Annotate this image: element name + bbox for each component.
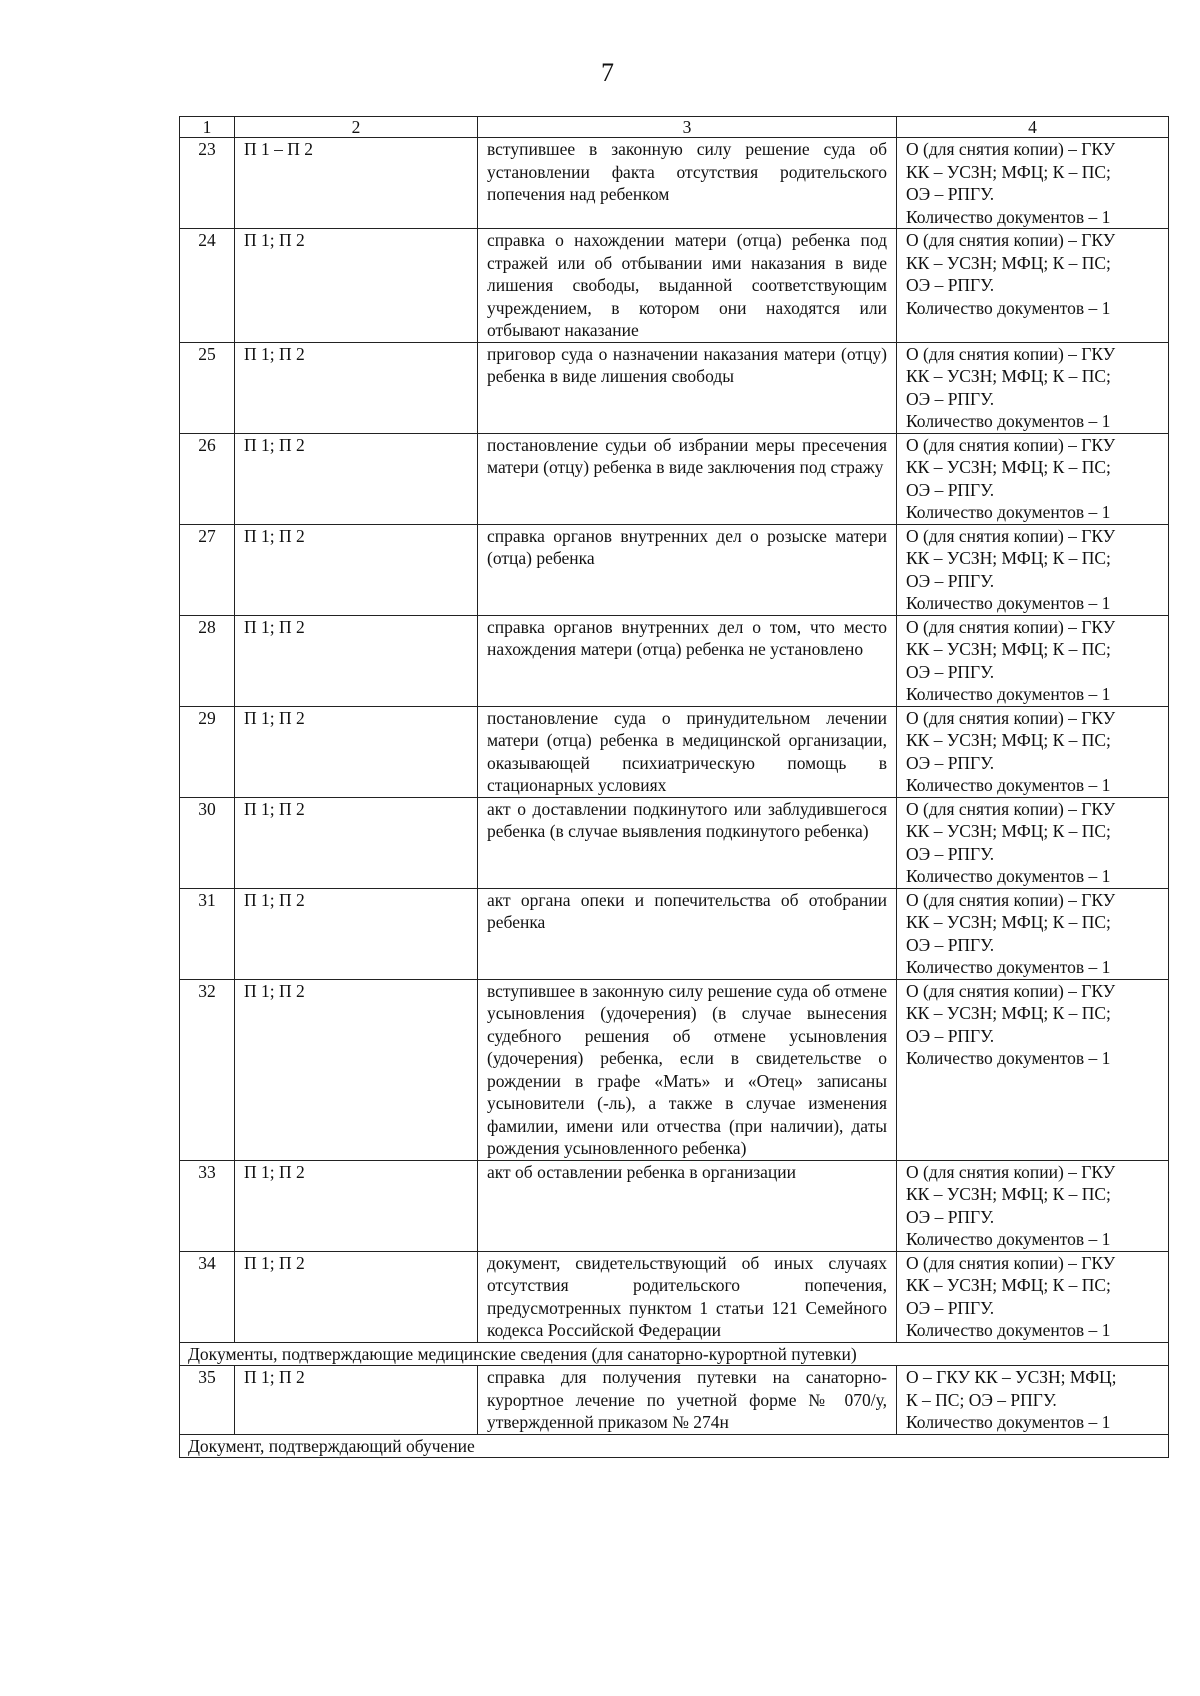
row-number: 26 [180, 433, 235, 524]
row-number: 32 [180, 979, 235, 1160]
source-line: ОЭ – РПГУ. [906, 570, 995, 591]
source-line: КК – УСЗН; МФЦ; К – ПС; [906, 1275, 1111, 1295]
row-description: приговор суда о назначении наказания матери (отцу) ребенка в виде лишения свободы [478, 342, 897, 433]
source-line: ОЭ – РПГУ. [906, 1025, 995, 1046]
row-number: 27 [180, 524, 235, 615]
source-line: ОЭ – РПГУ. [906, 661, 995, 682]
source-line: О (для снятия копии) – ГКУ [906, 616, 1116, 637]
source-line: КК – УСЗН; МФЦ; К – ПС; [906, 1184, 1111, 1204]
table-row [180, 615, 1169, 706]
row-number: 24 [180, 229, 235, 343]
table-row [180, 1251, 1169, 1342]
row-description: документ, свидетельствующий об иных случаях отсутствия родительского попечения, предусмотренных пунктом 1 статьи 121 Семейного кодекса Российской Федерации [478, 1251, 897, 1342]
row-number: 31 [180, 888, 235, 979]
table-header-row [180, 117, 1169, 138]
section-heading-row [180, 1434, 1169, 1458]
row-source [897, 1160, 1169, 1251]
source-line: КК – УСЗН; МФЦ; К – ПС; [906, 821, 1111, 841]
source-line: ОЭ – РПГУ. [906, 275, 995, 295]
row-description: справка для получения путевки на санаторно-курортное лечение по учетной форме № 070/у, утвержденной приказом № 274н [478, 1366, 897, 1435]
table-row [180, 342, 1169, 433]
source-line: Количество документов – 1 [906, 775, 1111, 795]
source-line: О – ГКУ КК – УСЗН; МФЦ; [906, 1367, 1117, 1387]
row-number: 29 [180, 706, 235, 797]
table-row [180, 229, 1169, 343]
source-line: О (для снятия копии) – ГКУ [906, 1161, 1116, 1182]
row-number: 23 [180, 138, 235, 229]
row-description: справка органов внутренних дел о том, что место нахождения матери (отца) ребенка не установлено [478, 615, 897, 706]
row-source [897, 524, 1169, 615]
source-line: О (для снятия копии) – ГКУ [906, 139, 1116, 159]
row-description: справка органов внутренних дел о розыске матери (отца) ребенка [478, 524, 897, 615]
source-line: О (для снятия копии) – ГКУ [906, 343, 1116, 364]
source-line: О (для снятия копии) – ГКУ [906, 525, 1116, 546]
row-source [897, 797, 1169, 888]
source-line: КК – УСЗН; МФЦ; К – ПС; [906, 912, 1111, 932]
source-line: ОЭ – РПГУ. [906, 479, 995, 500]
source-line: Количество документов – 1 [906, 957, 1111, 977]
source-line: ОЭ – РПГУ. [906, 1206, 995, 1227]
documents-table [179, 116, 1169, 1458]
source-line: Количество документов – 1 [906, 1320, 1111, 1340]
row-source [897, 706, 1169, 797]
source-line: Количество документов – 1 [906, 593, 1111, 613]
source-line: Количество документов – 1 [906, 866, 1111, 886]
table-row [180, 888, 1169, 979]
table-row [180, 433, 1169, 524]
source-line: О (для снятия копии) – ГКУ [906, 889, 1116, 910]
source-line: КК – УСЗН; МФЦ; К – ПС; [906, 639, 1111, 659]
column-header: 3 [478, 117, 897, 138]
row-description: вступившее в законную силу решение суда об установлении факта отсутствия родительского попечения над ребенком [478, 138, 897, 229]
table-row [180, 797, 1169, 888]
table-row [180, 1366, 1169, 1435]
table-row [180, 979, 1169, 1160]
source-line: ОЭ – РПГУ. [906, 843, 995, 864]
source-line: КК – УСЗН; МФЦ; К – ПС; [906, 1003, 1111, 1023]
source-line: Количество документов – 1 [906, 411, 1111, 431]
row-code: П 1; П 2 [235, 1251, 478, 1342]
source-line: Количество документов – 1 [906, 297, 1111, 318]
source-line: КК – УСЗН; МФЦ; К – ПС; [906, 730, 1111, 750]
source-line: КК – УСЗН; МФЦ; К – ПС; [906, 252, 1111, 273]
row-source [897, 229, 1169, 343]
source-line: О (для снятия копии) – ГКУ [906, 980, 1116, 1001]
row-description: акт о доставлении подкинутого или заблудившегося ребенка (в случае выявления подкинутого ребенка) [478, 797, 897, 888]
row-number: 35 [180, 1366, 235, 1435]
row-description: акт об оставлении ребенка в организации [478, 1160, 897, 1251]
table-row [180, 524, 1169, 615]
row-code: П 1 – П 2 [235, 138, 478, 229]
table-row [180, 1160, 1169, 1251]
section-heading-row [180, 1342, 1169, 1366]
row-code: П 1; П 2 [235, 1366, 478, 1435]
row-code: П 1; П 2 [235, 797, 478, 888]
row-description: справка о нахождении матери (отца) ребенка под стражей или об отбывании ими наказания в виде лишения свободы, выданной соответствующим учреждением, в котором они находятся или отбывают наказание [478, 229, 897, 343]
table-row [180, 706, 1169, 797]
source-line: КК – УСЗН; МФЦ; К – ПС; [906, 457, 1111, 477]
source-line: ОЭ – РПГУ. [906, 752, 995, 773]
source-line: ОЭ – РПГУ. [906, 184, 995, 204]
row-source [897, 1251, 1169, 1342]
source-line: КК – УСЗН; МФЦ; К – ПС; [906, 548, 1111, 568]
source-line: О (для снятия копии) – ГКУ [906, 798, 1116, 819]
row-number: 34 [180, 1251, 235, 1342]
row-source [897, 615, 1169, 706]
source-line: О (для снятия копии) – ГКУ [906, 230, 1116, 250]
source-line: ОЭ – РПГУ. [906, 388, 995, 409]
column-header: 4 [897, 117, 1169, 138]
source-line: Количество документов – 1 [906, 684, 1111, 704]
column-header: 2 [235, 117, 478, 138]
source-line: О (для снятия копии) – ГКУ [906, 707, 1116, 728]
row-code: П 1; П 2 [235, 1160, 478, 1251]
source-line: Количество документов – 1 [906, 1412, 1111, 1432]
source-line: Количество документов – 1 [906, 206, 1111, 227]
source-line: О (для снятия копии) – ГКУ [906, 434, 1116, 455]
source-line: ОЭ – РПГУ. [906, 934, 995, 955]
section-heading: Документ, подтверждающий обучение [180, 1434, 1169, 1458]
row-source [897, 138, 1169, 229]
row-description: вступившее в законную силу решение суда об отмене усыновления (удочерения) (в случае вынесения судебного решения об отмене усыновления (удочерения) ребенка, если в свидетельстве о рождении в графе «Мать» и «Отец» записаны усыновители (-ль), а также в случае изменения фамилии, имени или отчества (при наличии), даты рождения усыновленного ребенка) [478, 979, 897, 1160]
source-line: О (для снятия копии) – ГКУ [906, 1252, 1116, 1273]
row-source [897, 433, 1169, 524]
source-line: Количество документов – 1 [906, 502, 1111, 522]
source-line: ОЭ – РПГУ. [906, 1297, 995, 1318]
row-source [897, 1366, 1169, 1435]
table-row [180, 138, 1169, 229]
row-source [897, 888, 1169, 979]
page-number: 7 [601, 58, 614, 87]
column-header: 1 [180, 117, 235, 138]
source-line: Количество документов – 1 [906, 1048, 1111, 1068]
source-line: К – ПС; ОЭ – РПГУ. [906, 1389, 1057, 1410]
source-line: КК – УСЗН; МФЦ; К – ПС; [906, 161, 1111, 182]
row-number: 25 [180, 342, 235, 433]
row-source [897, 979, 1169, 1160]
row-code: П 1; П 2 [235, 433, 478, 524]
source-line: КК – УСЗН; МФЦ; К – ПС; [906, 366, 1111, 386]
row-code: П 1; П 2 [235, 979, 478, 1160]
row-source [897, 342, 1169, 433]
row-number: 33 [180, 1160, 235, 1251]
row-description: акт органа опеки и попечительства об отобрании ребенка [478, 888, 897, 979]
row-code: П 1; П 2 [235, 342, 478, 433]
row-description: постановление судьи об избрании меры пресечения матери (отцу) ребенка в виде заключения под стражу [478, 433, 897, 524]
row-code: П 1; П 2 [235, 229, 478, 343]
row-code: П 1; П 2 [235, 888, 478, 979]
row-description: постановление суда о принудительном лечении матери (отца) ребенка в медицинской организации, оказывающей психиатрическую помощь в стационарных условиях [478, 706, 897, 797]
row-code: П 1; П 2 [235, 615, 478, 706]
section-heading: Документы, подтверждающие медицинские сведения (для санаторно-курортной путевки) [180, 1342, 1169, 1366]
row-code: П 1; П 2 [235, 524, 478, 615]
row-number: 30 [180, 797, 235, 888]
row-code: П 1; П 2 [235, 706, 478, 797]
source-line: Количество документов – 1 [906, 1229, 1111, 1249]
row-number: 28 [180, 615, 235, 706]
